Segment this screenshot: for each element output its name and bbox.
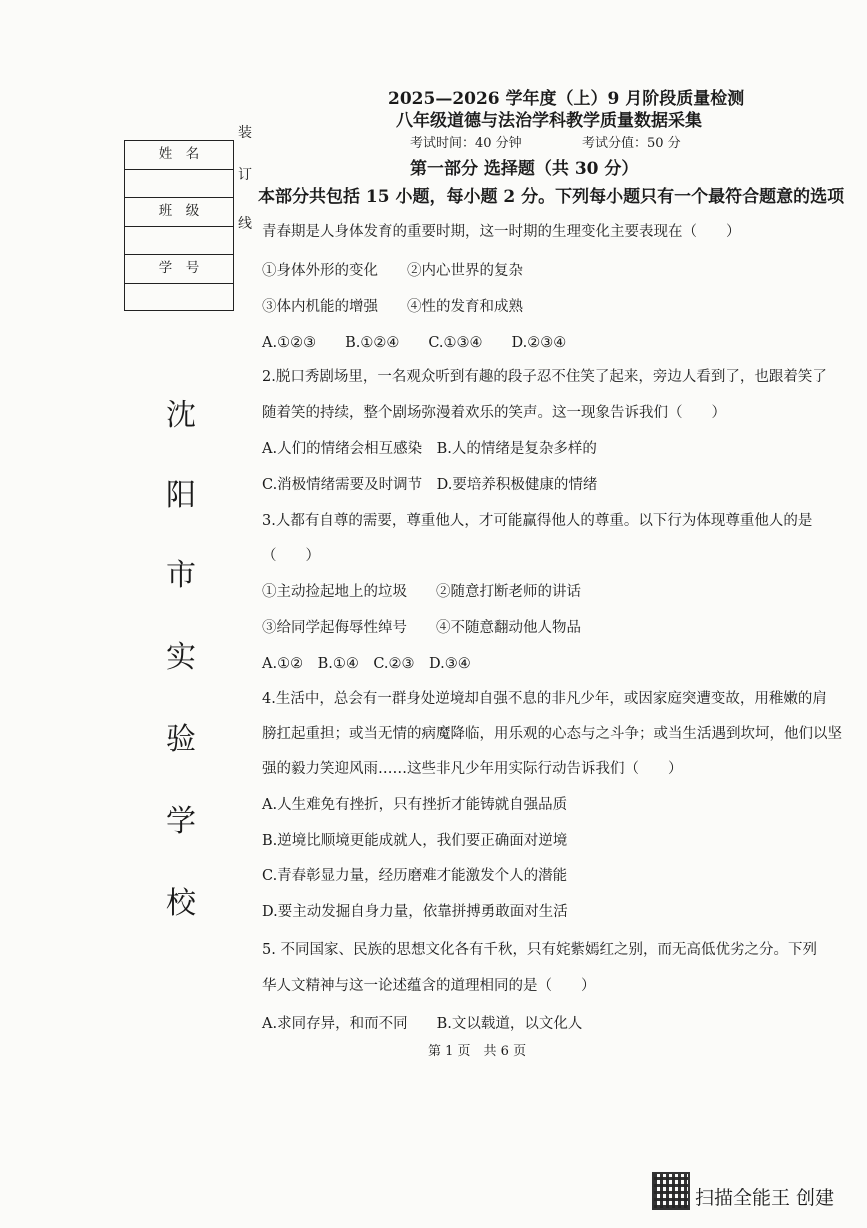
name-label: 姓 名 bbox=[125, 141, 233, 170]
question-4-stem: 强的毅力笑迎风雨……这些非凡少年用实际行动告诉我们（ ） bbox=[262, 761, 683, 777]
page-number: 第 1 页 共 6 页 bbox=[428, 1044, 527, 1059]
exam-subtitle: 八年级道德与法治学科教学质量数据采集 bbox=[396, 111, 702, 131]
question-2-choices: A.人们的情绪会相互感染 B.人的情绪是复杂多样的 bbox=[262, 441, 597, 457]
exam-title: 2025—2026 学年度（上）9 月阶段质量检测 bbox=[388, 89, 745, 109]
school-name-char: 学 bbox=[166, 804, 196, 839]
question-3-stem: （ ） bbox=[262, 548, 320, 564]
question-4-choice: B.逆境比顺境更能成就人，我们要正确面对逆境 bbox=[262, 833, 568, 849]
binding-mark-xian: 线 bbox=[238, 216, 252, 232]
scanner-watermark: 扫描全能王 创建 bbox=[695, 1187, 835, 1209]
question-1-choices: A.①②③ B.①②④ C.①③④ D.②③④ bbox=[262, 335, 567, 351]
question-4-choice: D.要主动发掘自身力量，依靠拼搏勇敢面对生活 bbox=[262, 904, 568, 920]
school-name-char: 沈 bbox=[166, 398, 196, 433]
question-2-stem: 2.脱口秀剧场里，一名观众听到有趣的段子忍不住笑了起来，旁边人看到了，也跟着笑了 bbox=[262, 369, 827, 385]
question-2-stem: 随着笑的持续，整个剧场弥漫着欢乐的笑声。这一现象告诉我们（ ） bbox=[262, 405, 726, 421]
question-4-choice: A.人生难免有挫折，只有挫折才能铸就自强品质 bbox=[262, 797, 568, 813]
question-3-statements: ③给同学起侮辱性绰号 ④不随意翻动他人物品 bbox=[262, 620, 581, 636]
question-5-stem: 5. 不同国家、民族的思想文化各有千秋，只有姹紫嫣红之别，而无高低优劣之分。下列 bbox=[262, 942, 817, 958]
section-title: 第一部分 选择题（共 30 分） bbox=[410, 159, 639, 179]
exam-score: 考试分值：50 分 bbox=[582, 136, 681, 151]
exam-time: 考试时间：40 分钟 bbox=[410, 136, 522, 151]
question-1-stem: 青春期是人身体发育的重要时期，这一时期的生理变化主要表现在（ ） bbox=[262, 224, 741, 240]
school-name-char: 市 bbox=[166, 558, 196, 593]
question-5-stem: 华人文精神与这一论述蕴含的道理相同的是（ ） bbox=[262, 978, 596, 994]
question-5-choices: A.求同存异，和而不同 B.文以载道，以文化人 bbox=[262, 1016, 583, 1032]
question-4-stem: 膀扛起重担；或当无情的病魔降临，用乐观的心态与之斗争；或当生活遇到坎坷，他们以坚 bbox=[262, 726, 842, 742]
name-field[interactable] bbox=[125, 170, 233, 199]
section-intro: 本部分共包括 15 小题，每小题 2 分。下列每小题只有一个最符合题意的选项 bbox=[258, 187, 845, 207]
school-name-char: 阳 bbox=[166, 478, 196, 513]
student-id-field[interactable] bbox=[125, 284, 233, 313]
class-field[interactable] bbox=[125, 227, 233, 256]
question-4-choice: C.青春彰显力量，经历磨难才能激发个人的潜能 bbox=[262, 868, 568, 884]
binding-mark-zhuang: 装 bbox=[238, 125, 252, 141]
school-name-char: 验 bbox=[166, 722, 196, 757]
school-name-char: 实 bbox=[166, 640, 196, 675]
school-name-char: 校 bbox=[166, 886, 196, 921]
binding-mark-ding: 订 bbox=[238, 167, 252, 183]
question-4-stem: 4.生活中，总会有一群身处逆境却自强不息的非凡少年，或因家庭突遭变故，用稚嫩的肩 bbox=[262, 691, 827, 707]
question-1-statements: ①身体外形的变化 ②内心世界的复杂 bbox=[262, 263, 523, 279]
question-2-choices: C.消极情绪需要及时调节 D.要培养积极健康的情绪 bbox=[262, 477, 598, 493]
class-label: 班 级 bbox=[125, 198, 233, 227]
student-info-box bbox=[124, 140, 234, 311]
question-3-statements: ①主动捡起地上的垃圾 ②随意打断老师的讲话 bbox=[262, 584, 581, 600]
question-3-stem: 3.人都有自尊的需要，尊重他人，才可能赢得他人的尊重。以下行为体现尊重他人的是 bbox=[262, 513, 813, 529]
student-id-label: 学 号 bbox=[125, 255, 233, 284]
question-1-statements: ③体内机能的增强 ④性的发育和成熟 bbox=[262, 299, 523, 315]
qr-code-icon bbox=[652, 1172, 690, 1210]
question-3-choices: A.①② B.①④ C.②③ D.③④ bbox=[262, 656, 471, 672]
